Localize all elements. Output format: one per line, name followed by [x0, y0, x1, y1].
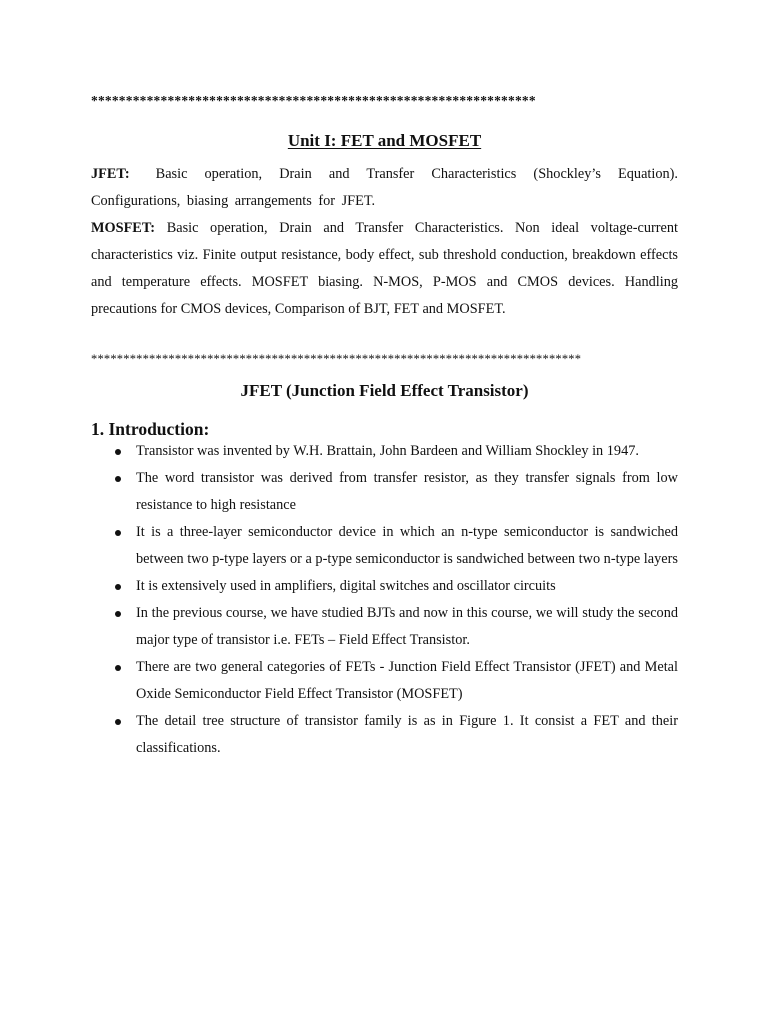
bullet-icon [115, 476, 121, 482]
list-item [91, 708, 678, 762]
list-item-text: The detail tree structure of transistor family is as in Figure 1. It consist a FET and their classifications. [136, 713, 678, 756]
syllabus-mosfet-paragraph [91, 215, 678, 323]
list-item-text: It is extensively used in amplifiers, digital switches and oscillator circuits [136, 578, 556, 594]
list-item-text: In the previous course, we have studied BJTs and now in this course, we will study the second major type of transistor i.e. FETs – Field Effect Transistor. [136, 605, 678, 648]
list-item-text: Transistor was invented by W.H. Brattain, John Bardeen and William Shockley in 1947. [136, 443, 639, 459]
list-item-text: It is a three-layer semiconductor device in which an n-type semiconductor is sandwiched between two p-type layers or a p-type semiconductor is sandwiched between two n-type layers [136, 524, 678, 567]
bullet-icon [115, 584, 121, 590]
top-separator: **************************************************************** [91, 94, 536, 108]
bullet-icon [115, 611, 121, 617]
bullet-icon [115, 530, 121, 536]
bullet-icon [115, 719, 121, 725]
list-item-text: The word transistor was derived from transfer resistor, as they transfer signals from low resistance to high resistance [136, 470, 678, 513]
jfet-label: JFET: [91, 166, 130, 182]
intro-heading: 1. Introduction: [91, 419, 210, 439]
introduction-list [91, 438, 678, 762]
list-item [91, 519, 678, 573]
unit-title [91, 131, 678, 151]
list-item-text: There are two general categories of FETs - Junction Field Effect Transistor (JFET) and Metal Oxide Semiconductor Field Effect Transistor (MOSFET) [136, 659, 678, 702]
mosfet-label: MOSFET: [91, 220, 156, 236]
mosfet-text: Basic operation, Drain and Transfer Characteristics. Non ideal voltage-current characteristics viz. Finite output resistance, body effect, sub threshold conduction, breakdown effects and temperature effects. MOSFET biasing. N-MOS, P-MOS and CMOS devices. Handling precautions for CMOS devices, Comparison of BJT, FET and MOSFET. [91, 220, 678, 317]
unit-title-text: Unit I: FET and MOSFET [287, 131, 482, 150]
list-item [91, 438, 678, 465]
bullet-icon [115, 665, 121, 671]
mid-separator: **************************************************************************** [91, 352, 582, 366]
list-item [91, 465, 678, 519]
bullet-icon [115, 449, 121, 455]
section-title: JFET (Junction Field Effect Transistor) [240, 381, 529, 400]
list-item [91, 573, 678, 600]
list-item [91, 600, 678, 654]
jfet-text: Basic operation, Drain and Transfer Characteristics (Shockley’s Equation). Configurations, biasing arrangements for JFET. [91, 166, 678, 209]
list-item [91, 654, 678, 708]
syllabus-jfet-paragraph [91, 161, 678, 215]
